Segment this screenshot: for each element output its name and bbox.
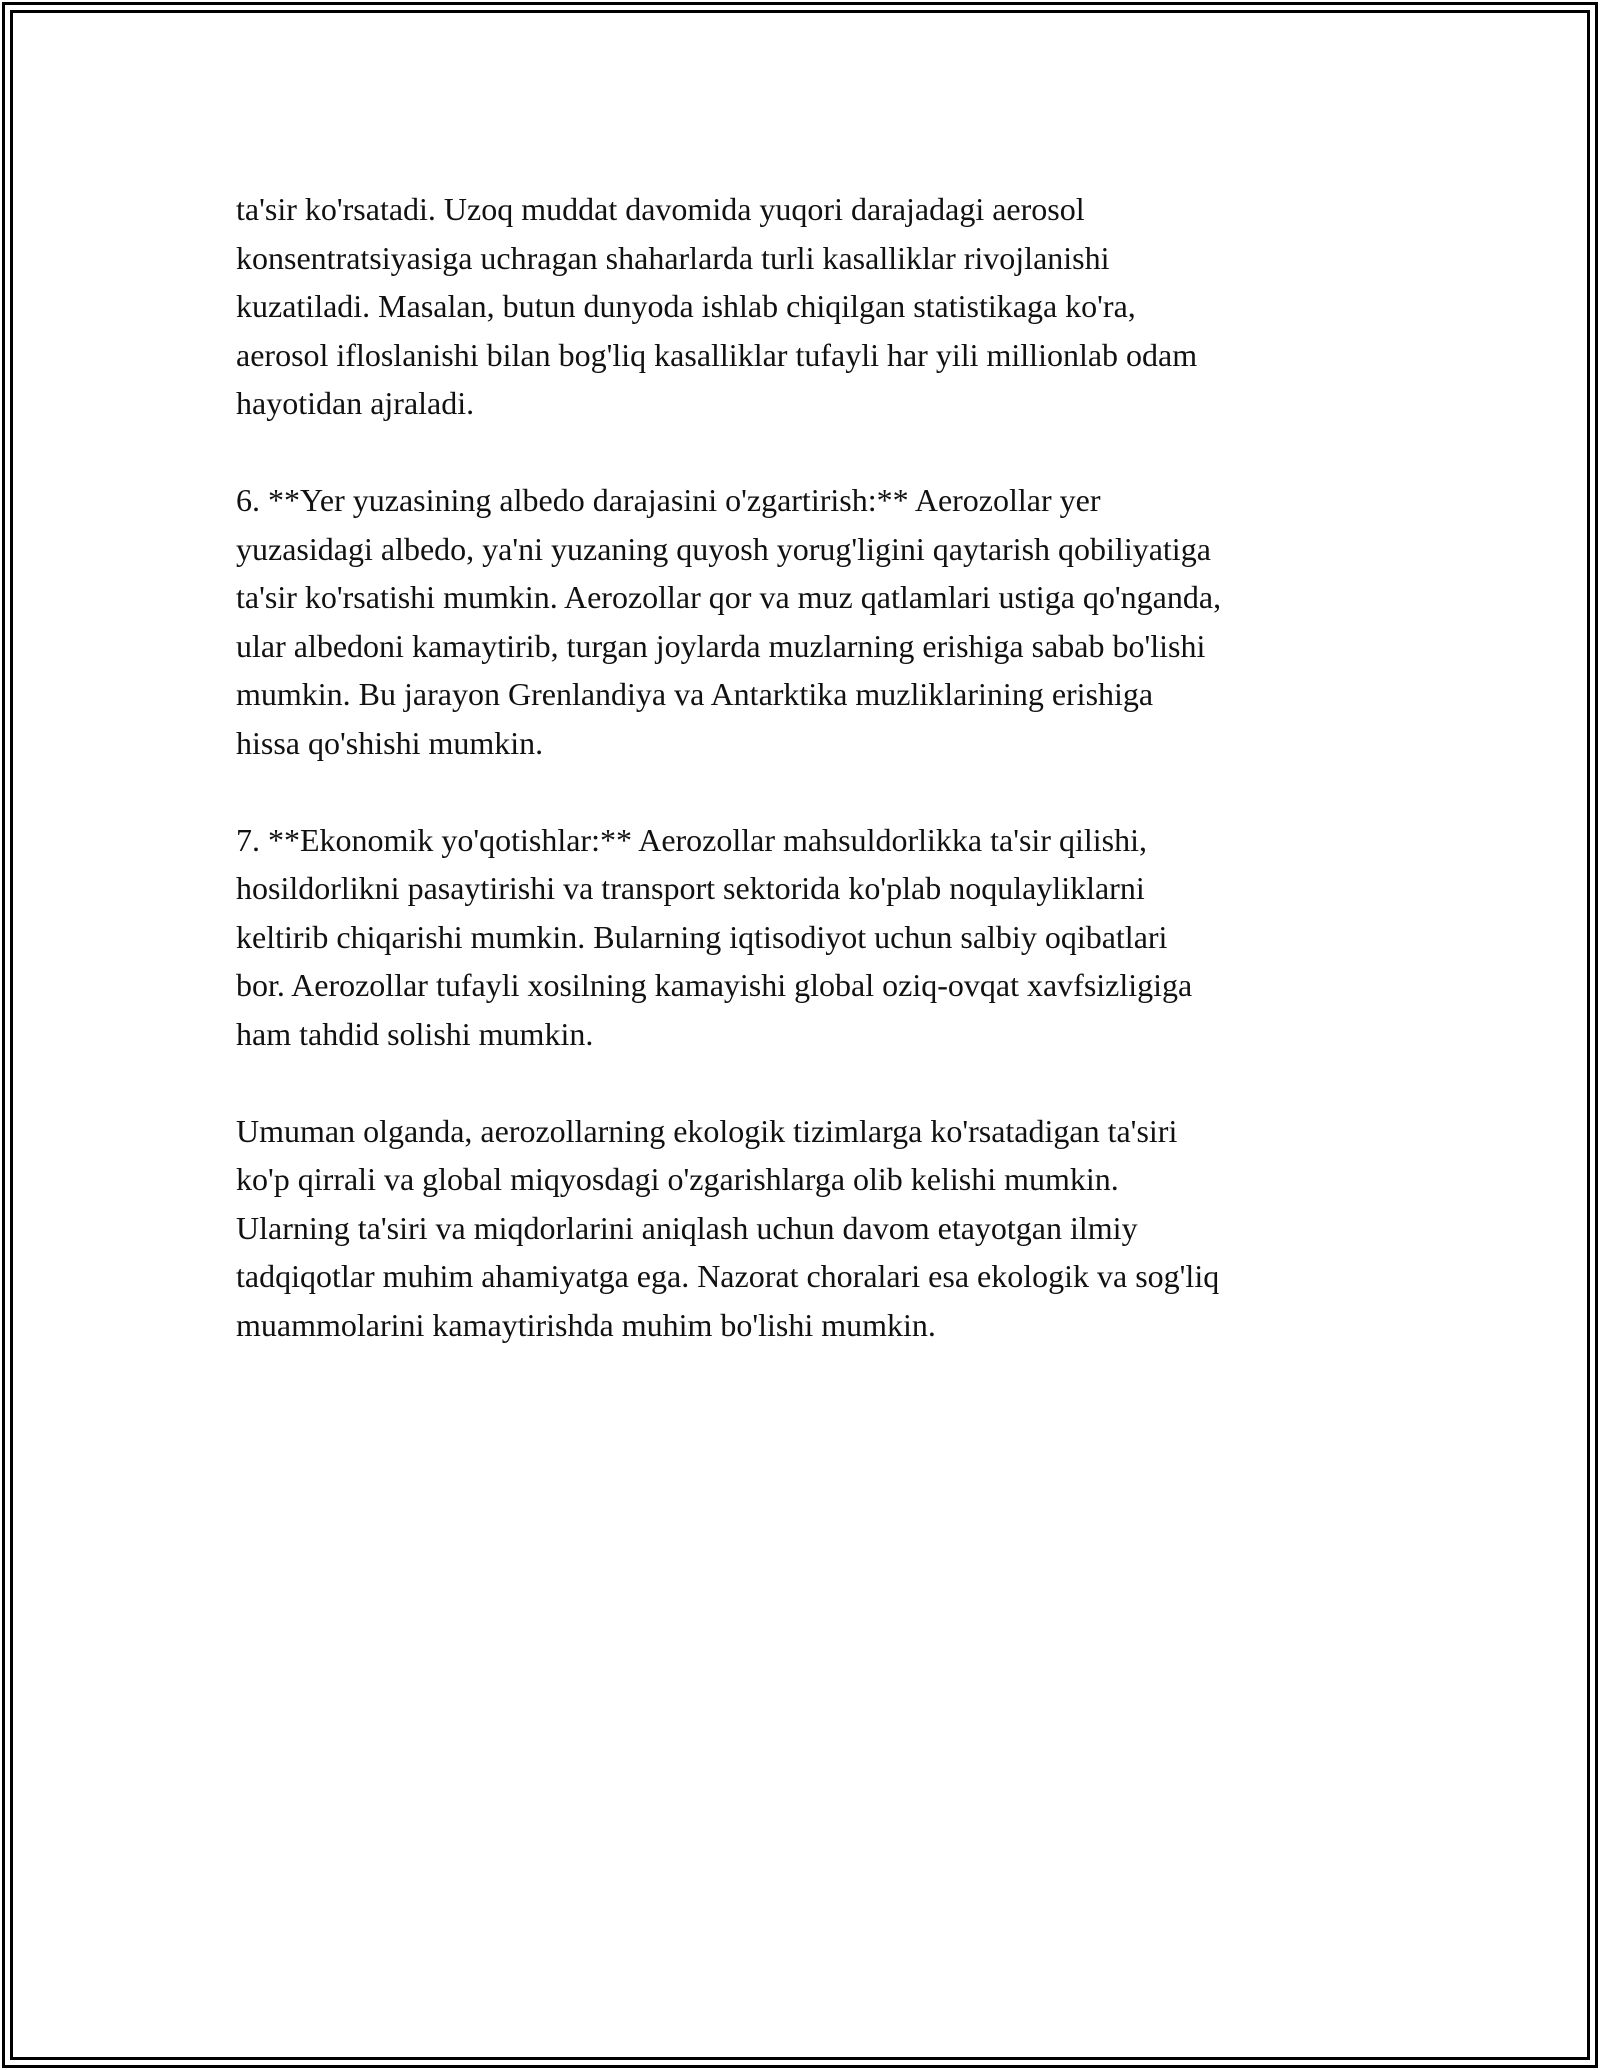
text-line: bor. Aerozollar tufayli xosilning kamayishi global oziq-ovqat xavfsizligiga: [236, 967, 1193, 1003]
text-line: Umuman olganda, aerozollarning ekologik tizimlarga ko'rsatadigan ta'siri: [236, 1112, 1178, 1149]
text-line: hayotidan ajraladi.: [236, 385, 475, 421]
text-line: 6. **Yer yuzasining albedo darajasini o'zgartirish:** Aerozollar yer: [236, 482, 1101, 518]
text-line: konsentratsiyasiga uchragan shaharlarda turli kasalliklar rivojlanishi: [236, 239, 1110, 276]
text-line: mumkin. Bu jarayon Grenlandiya va Antarktika muzliklarining erishiga: [236, 676, 1154, 712]
text-line: ham tahdid solishi mumkin.: [236, 1015, 594, 1052]
document-body: [236, 185, 1376, 1398]
text-line: aerosol ifloslanishi bilan bog'liq kasalliklar tufayli har yili millionlab odam: [236, 336, 1198, 373]
text-line: tadqiqotlar muhim ahamiyatga ega. Nazorat choralari esa ekologik va sog'liq: [236, 1258, 1220, 1294]
text-line: hosildorlikni pasaytirishi va transport sektorida ko'plab noqulayliklarni: [236, 870, 1145, 906]
text-line: ular albedoni kamaytirib, turgan joylarda muzlarning erishiga sabab bo'lishi: [236, 627, 1206, 664]
text-line: muammolarini kamaytirishda muhim bo'lishi mumkin.: [236, 1306, 936, 1343]
text-line: kuzatiladi. Masalan, butun dunyoda ishlab chiqilgan statistikaga ko'ra,: [236, 288, 1136, 324]
text-line: yuzasidagi albedo, ya'ni yuzaning quyosh yorug'ligini qaytarish qobiliyatiga: [236, 530, 1211, 567]
text-line: keltirib chiqarishi mumkin. Bularning iqtisodiyot uchun salbiy oqibatlari: [236, 918, 1168, 955]
paragraph-health-impact: [236, 185, 1376, 428]
paragraph-item-7-economic-losses: [236, 816, 1376, 1059]
paragraph-item-6-albedo: [236, 476, 1376, 767]
text-line: ta'sir ko'rsatadi. Uzoq muddat davomida yuqori darajadagi aerosol: [236, 191, 1085, 227]
text-line: 7. **Ekonomik yo'qotishlar:** Aerozollar mahsuldorlikka ta'sir qilishi,: [236, 821, 1147, 858]
paragraph-conclusion: [236, 1107, 1376, 1350]
text-line: hissa qo'shishi mumkin.: [236, 724, 544, 761]
text-line: ta'sir ko'rsatishi mumkin. Aerozollar qor va muz qatlamlari ustiga qo'nganda,: [236, 579, 1222, 615]
text-line: Ularning ta'siri va miqdorlarini aniqlash uchun davom etayotgan ilmiy: [236, 1209, 1138, 1246]
text-line: ko'p qirrali va global miqyosdagi o'zgarishlarga olib kelishi mumkin.: [236, 1161, 1119, 1197]
